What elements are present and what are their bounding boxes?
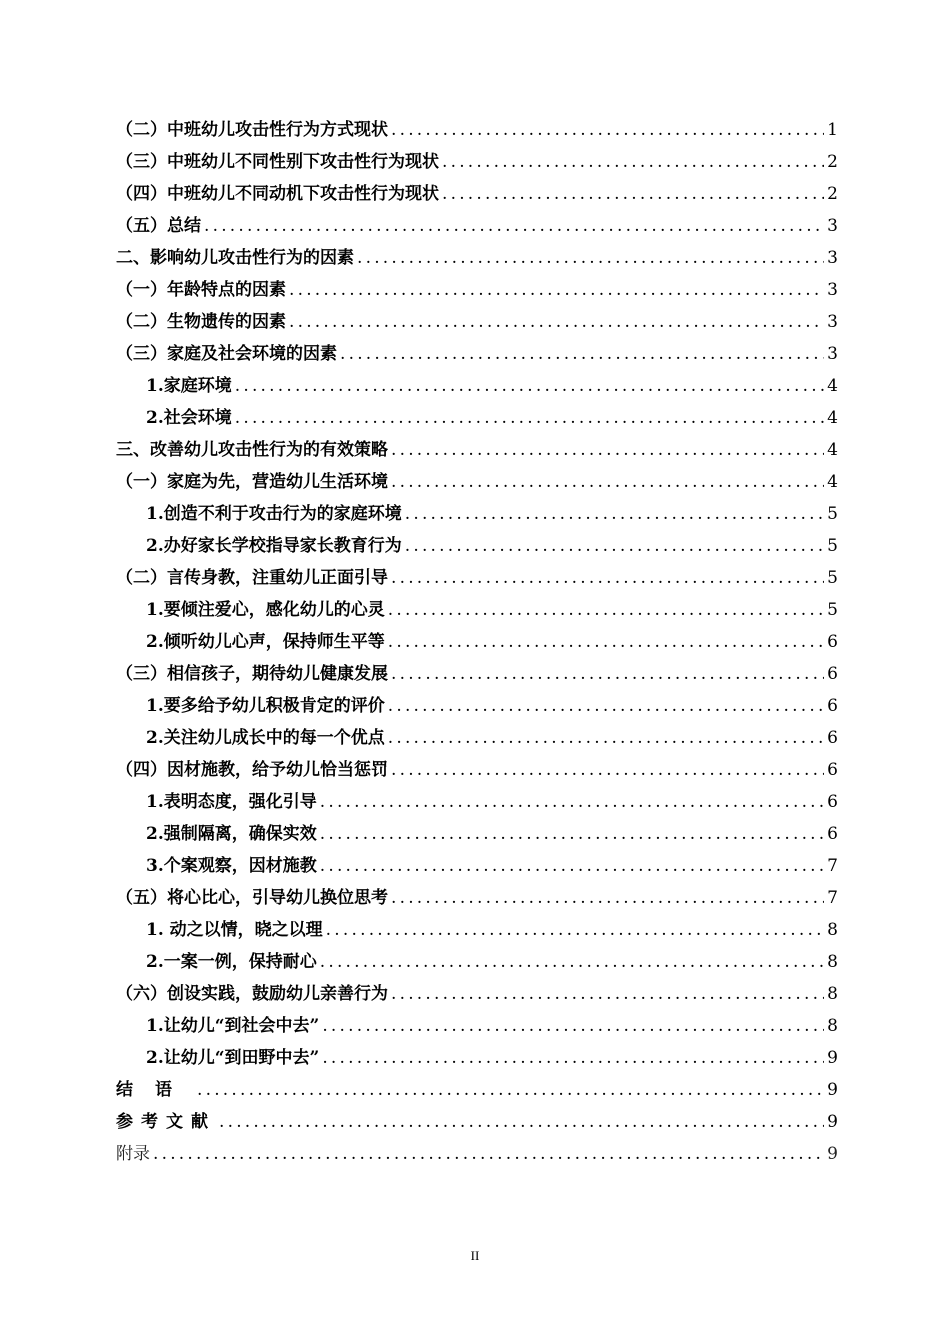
toc-entry-title: （二）生物遗传的因素 <box>116 312 286 332</box>
toc-dot-leader <box>391 466 824 498</box>
toc-dot-leader <box>289 306 824 338</box>
table-of-contents <box>116 114 838 1170</box>
toc-entry-title: 1.要倾注爱心，感化幼儿的心灵 <box>146 600 385 620</box>
toc-entry[interactable] <box>116 466 838 498</box>
toc-entry-page-number: 6 <box>827 792 838 812</box>
toc-entry-page-number: 3 <box>827 344 838 364</box>
toc-entry[interactable] <box>116 978 838 1010</box>
toc-entry-page-number: 8 <box>827 920 838 940</box>
toc-dot-leader <box>391 114 824 146</box>
toc-entry-page-number: 2 <box>827 152 838 172</box>
toc-dot-leader <box>388 594 824 626</box>
toc-entry-title: 2.让幼儿“到田野中去” <box>146 1048 320 1068</box>
toc-dot-leader <box>235 402 824 434</box>
toc-entry[interactable] <box>116 722 838 754</box>
toc-entry-title: （三）家庭及社会环境的因素 <box>116 344 337 364</box>
toc-entry[interactable] <box>116 1010 838 1042</box>
toc-entry-page-number: 9 <box>827 1080 838 1100</box>
toc-entry-page-number: 5 <box>827 536 838 556</box>
toc-entry-title: （三）相信孩子，期待幼儿健康发展 <box>116 664 388 684</box>
toc-entry-page-number: 1 <box>827 120 838 140</box>
toc-entry-title: 2.办好家长学校指导家长教育行为 <box>146 536 402 556</box>
toc-entry[interactable] <box>116 1138 838 1170</box>
toc-entry-page-number: 7 <box>827 856 838 876</box>
toc-entry-title: 3.个案观察，因材施教 <box>146 856 317 876</box>
toc-entry[interactable] <box>116 786 838 818</box>
toc-entry-title: 1.表明态度，强化引导 <box>146 792 317 812</box>
toc-entry-title: （一）年龄特点的因素 <box>116 280 286 300</box>
toc-dot-leader <box>391 658 824 690</box>
toc-entry-page-number: 5 <box>827 600 838 620</box>
toc-entry-title: 三、改善幼儿攻击性行为的有效策略 <box>116 440 388 460</box>
toc-dot-leader <box>322 1042 824 1074</box>
toc-entry-title: 1. 动之以情，晓之以理 <box>146 920 323 940</box>
toc-entry-page-number: 6 <box>827 632 838 652</box>
toc-entry-page-number: 2 <box>827 184 838 204</box>
toc-entry[interactable] <box>116 370 838 402</box>
toc-entry-title: （五）总结 <box>116 216 201 236</box>
toc-entry[interactable] <box>116 306 838 338</box>
toc-entry-page-number: 9 <box>827 1144 838 1164</box>
toc-entry-title: （三）中班幼儿不同性别下攻击性行为现状 <box>116 152 439 172</box>
toc-entry-title: 2.倾听幼儿心声，保持师生平等 <box>146 632 385 652</box>
toc-entry-page-number: 8 <box>827 984 838 1004</box>
toc-entry-page-number: 6 <box>827 696 838 716</box>
toc-entry-title: （二）言传身教，注重幼儿正面引导 <box>116 568 388 588</box>
toc-entry-page-number: 7 <box>827 888 838 908</box>
toc-dot-leader <box>391 434 824 466</box>
toc-entry[interactable] <box>116 754 838 786</box>
toc-entry[interactable] <box>116 242 838 274</box>
toc-dot-leader <box>442 178 824 210</box>
toc-entry-page-number: 4 <box>827 408 838 428</box>
toc-entry[interactable] <box>116 530 838 562</box>
toc-entry-page-number: 3 <box>827 312 838 332</box>
toc-dot-leader <box>357 242 824 274</box>
toc-entry-title: 2.社会环境 <box>146 408 232 428</box>
toc-entry[interactable] <box>116 146 838 178</box>
toc-dot-leader <box>320 786 824 818</box>
toc-entry-page-number: 9 <box>827 1048 838 1068</box>
toc-entry-page-number: 3 <box>827 248 838 268</box>
toc-entry[interactable] <box>116 946 838 978</box>
toc-entry-title: 1.创造不利于攻击行为的家庭环境 <box>146 504 402 524</box>
toc-entry-page-number: 6 <box>827 664 838 684</box>
toc-dot-leader <box>320 818 824 850</box>
toc-entry[interactable] <box>116 434 838 466</box>
toc-entry-title: 附录 <box>116 1144 150 1164</box>
toc-entry[interactable] <box>116 914 838 946</box>
toc-dot-leader <box>388 690 824 722</box>
toc-dot-leader <box>320 946 824 978</box>
toc-entry-title: 2.一案一例，保持耐心 <box>146 952 317 972</box>
toc-dot-leader <box>204 210 824 242</box>
toc-dot-leader <box>340 338 824 370</box>
toc-entry-page-number: 6 <box>827 824 838 844</box>
toc-entry-title: 1.让幼儿“到社会中去” <box>146 1016 320 1036</box>
toc-dot-leader <box>391 882 824 914</box>
toc-dot-leader <box>322 1010 824 1042</box>
toc-entry[interactable] <box>116 562 838 594</box>
toc-entry[interactable] <box>116 818 838 850</box>
toc-entry[interactable] <box>116 498 838 530</box>
toc-entry-title: （五）将心比心，引导幼儿换位思考 <box>116 888 388 908</box>
toc-entry-page-number: 3 <box>827 216 838 236</box>
toc-dot-leader <box>289 274 824 306</box>
toc-entry[interactable] <box>116 626 838 658</box>
toc-entry-title: 结语 <box>116 1080 194 1100</box>
toc-dot-leader <box>391 754 824 786</box>
toc-dot-leader <box>442 146 824 178</box>
toc-dot-leader <box>320 850 824 882</box>
toc-entry-title: （二）中班幼儿攻击性行为方式现状 <box>116 120 388 140</box>
toc-dot-leader <box>405 530 824 562</box>
toc-entry[interactable] <box>116 178 838 210</box>
toc-entry-title: 2.关注幼儿成长中的每一个优点 <box>146 728 385 748</box>
toc-entry-title: （一）家庭为先，营造幼儿生活环境 <box>116 472 388 492</box>
toc-entry-page-number: 5 <box>827 504 838 524</box>
toc-entry[interactable] <box>116 658 838 690</box>
toc-entry-page-number: 9 <box>827 1112 838 1132</box>
toc-entry-page-number: 4 <box>827 440 838 460</box>
toc-dot-leader <box>388 722 824 754</box>
toc-dot-leader <box>197 1074 824 1106</box>
toc-entry[interactable] <box>116 594 838 626</box>
toc-entry-page-number: 6 <box>827 760 838 780</box>
toc-entry-page-number: 4 <box>827 472 838 492</box>
toc-dot-leader <box>391 562 824 594</box>
toc-dot-leader <box>235 370 824 402</box>
toc-entry-title: （六）创设实践，鼓励幼儿亲善行为 <box>116 984 388 1004</box>
toc-entry[interactable] <box>116 1074 838 1106</box>
toc-entry-page-number: 8 <box>827 1016 838 1036</box>
toc-entry-page-number: 6 <box>827 728 838 748</box>
toc-entry-title: 二、影响幼儿攻击性行为的因素 <box>116 248 354 268</box>
toc-entry[interactable] <box>116 690 838 722</box>
toc-dot-leader <box>153 1138 824 1170</box>
toc-entry-title: 1.家庭环境 <box>146 376 232 396</box>
toc-dot-leader <box>388 626 824 658</box>
toc-entry[interactable] <box>116 1042 838 1074</box>
toc-entry[interactable] <box>116 114 838 146</box>
toc-entry[interactable] <box>116 850 838 882</box>
toc-dot-leader <box>219 1106 824 1138</box>
page-number-footer: II <box>470 1248 480 1263</box>
toc-entry-page-number: 4 <box>827 376 838 396</box>
toc-entry[interactable] <box>116 882 838 914</box>
toc-entry-title: 2.强制隔离，确保实效 <box>146 824 317 844</box>
toc-entry[interactable] <box>116 1106 838 1138</box>
toc-entry-title: （四）因材施教，给予幼儿恰当惩罚 <box>116 760 388 780</box>
toc-entry-title: 参考文献 <box>116 1112 216 1132</box>
toc-dot-leader <box>391 978 824 1010</box>
toc-entry-page-number: 3 <box>827 280 838 300</box>
toc-entry[interactable] <box>116 338 838 370</box>
toc-entry-title: （四）中班幼儿不同动机下攻击性行为现状 <box>116 184 439 204</box>
toc-dot-leader <box>326 914 825 946</box>
toc-entry-page-number: 8 <box>827 952 838 972</box>
toc-entry-page-number: 5 <box>827 568 838 588</box>
toc-entry[interactable] <box>116 274 838 306</box>
toc-entry[interactable] <box>116 402 838 434</box>
toc-entry[interactable] <box>116 210 838 242</box>
toc-dot-leader <box>405 498 824 530</box>
toc-entry-title: 1.要多给予幼儿积极肯定的评价 <box>146 696 385 716</box>
